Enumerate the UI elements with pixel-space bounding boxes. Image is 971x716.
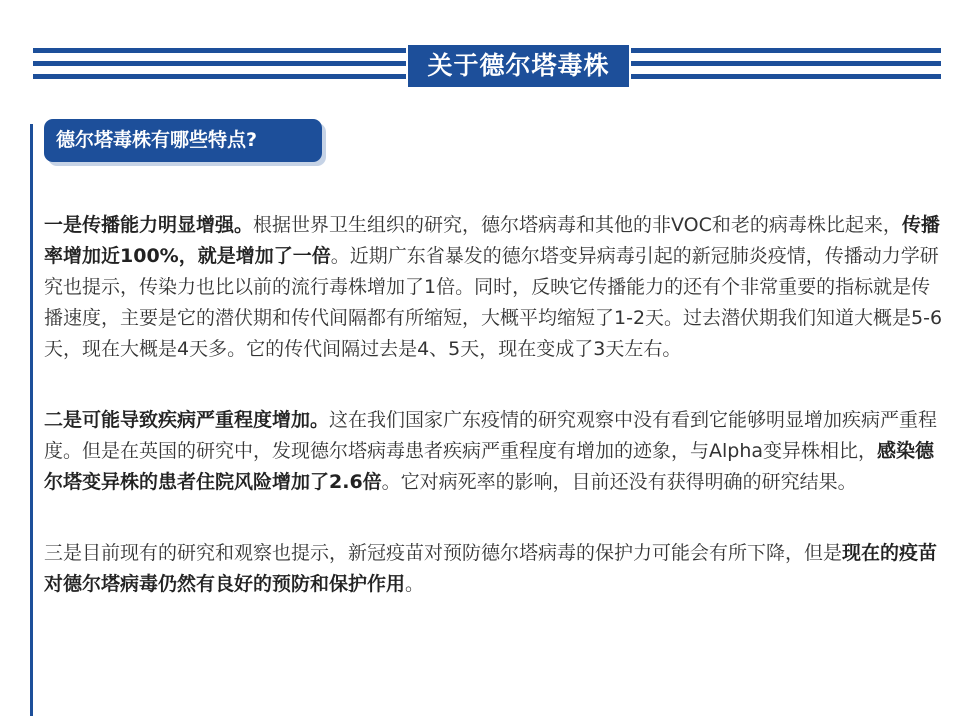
section-heading: 德尔塔毒株有哪些特点?	[44, 119, 322, 162]
paragraph-text: 。	[405, 573, 425, 595]
paragraph-highlight-bold: 感染德尔塔变异株的患者住院风险增加了2.6倍	[44, 440, 935, 493]
paragraph-lead-bold: 一是传播能力明显增强。	[44, 214, 254, 236]
paragraph-vaccine	[44, 538, 944, 600]
paragraph-highlight-bold: 现在的疫苗对德尔塔病毒仍然有良好的预防和保护作用	[44, 542, 938, 595]
paragraph-lead-bold: 二是可能导致疾病严重程度增加。	[44, 409, 330, 431]
paragraph-text: 这在我们国家广东疫情的研究观察中没有看到它能够明显增加疾病严重程度。但是在英国的研究中，发现德尔塔病毒患者疾病严重程度有增加的迹象，与Alpha变异株相比，	[44, 409, 938, 462]
paragraph-text: 三是目前现有的研究和观察也提示，新冠疫苗对预防德尔塔病毒的保护力可能会有所下降，但是	[44, 542, 843, 564]
paragraph-severity	[44, 405, 944, 498]
left-accent-line	[30, 124, 33, 716]
paragraph-text: 。近期广东省暴发的德尔塔变异病毒引起的新冠肺炎疫情，传播动力学研究也提示，传染力也比以前的流行毒株增加了1倍。同时，反映它传播能力的还有个非常重要的指标就是传播速度，主要是它的潜伏期和传代间隔都有所缩短，大概平均缩短了1-2天。过去潜伏期我们知道大概是5-6天，现在大概是4天多。它的传代间隔过去是4、5天，现在变成了3天左右。	[44, 245, 943, 360]
paragraph-transmission	[44, 210, 944, 365]
paragraph-highlight-bold: 传播率增加近100%，就是增加了一倍	[44, 214, 940, 267]
article-body	[44, 210, 944, 640]
paragraph-text: 。它对病死率的影响，目前还没有获得明确的研究结果。	[381, 471, 857, 493]
paragraph-text: 根据世界卫生组织的研究，德尔塔病毒和其他的非VOC和老的病毒株比起来，	[253, 214, 902, 236]
banner-title: 关于德尔塔毒株	[406, 43, 631, 89]
header-banner	[33, 43, 941, 89]
